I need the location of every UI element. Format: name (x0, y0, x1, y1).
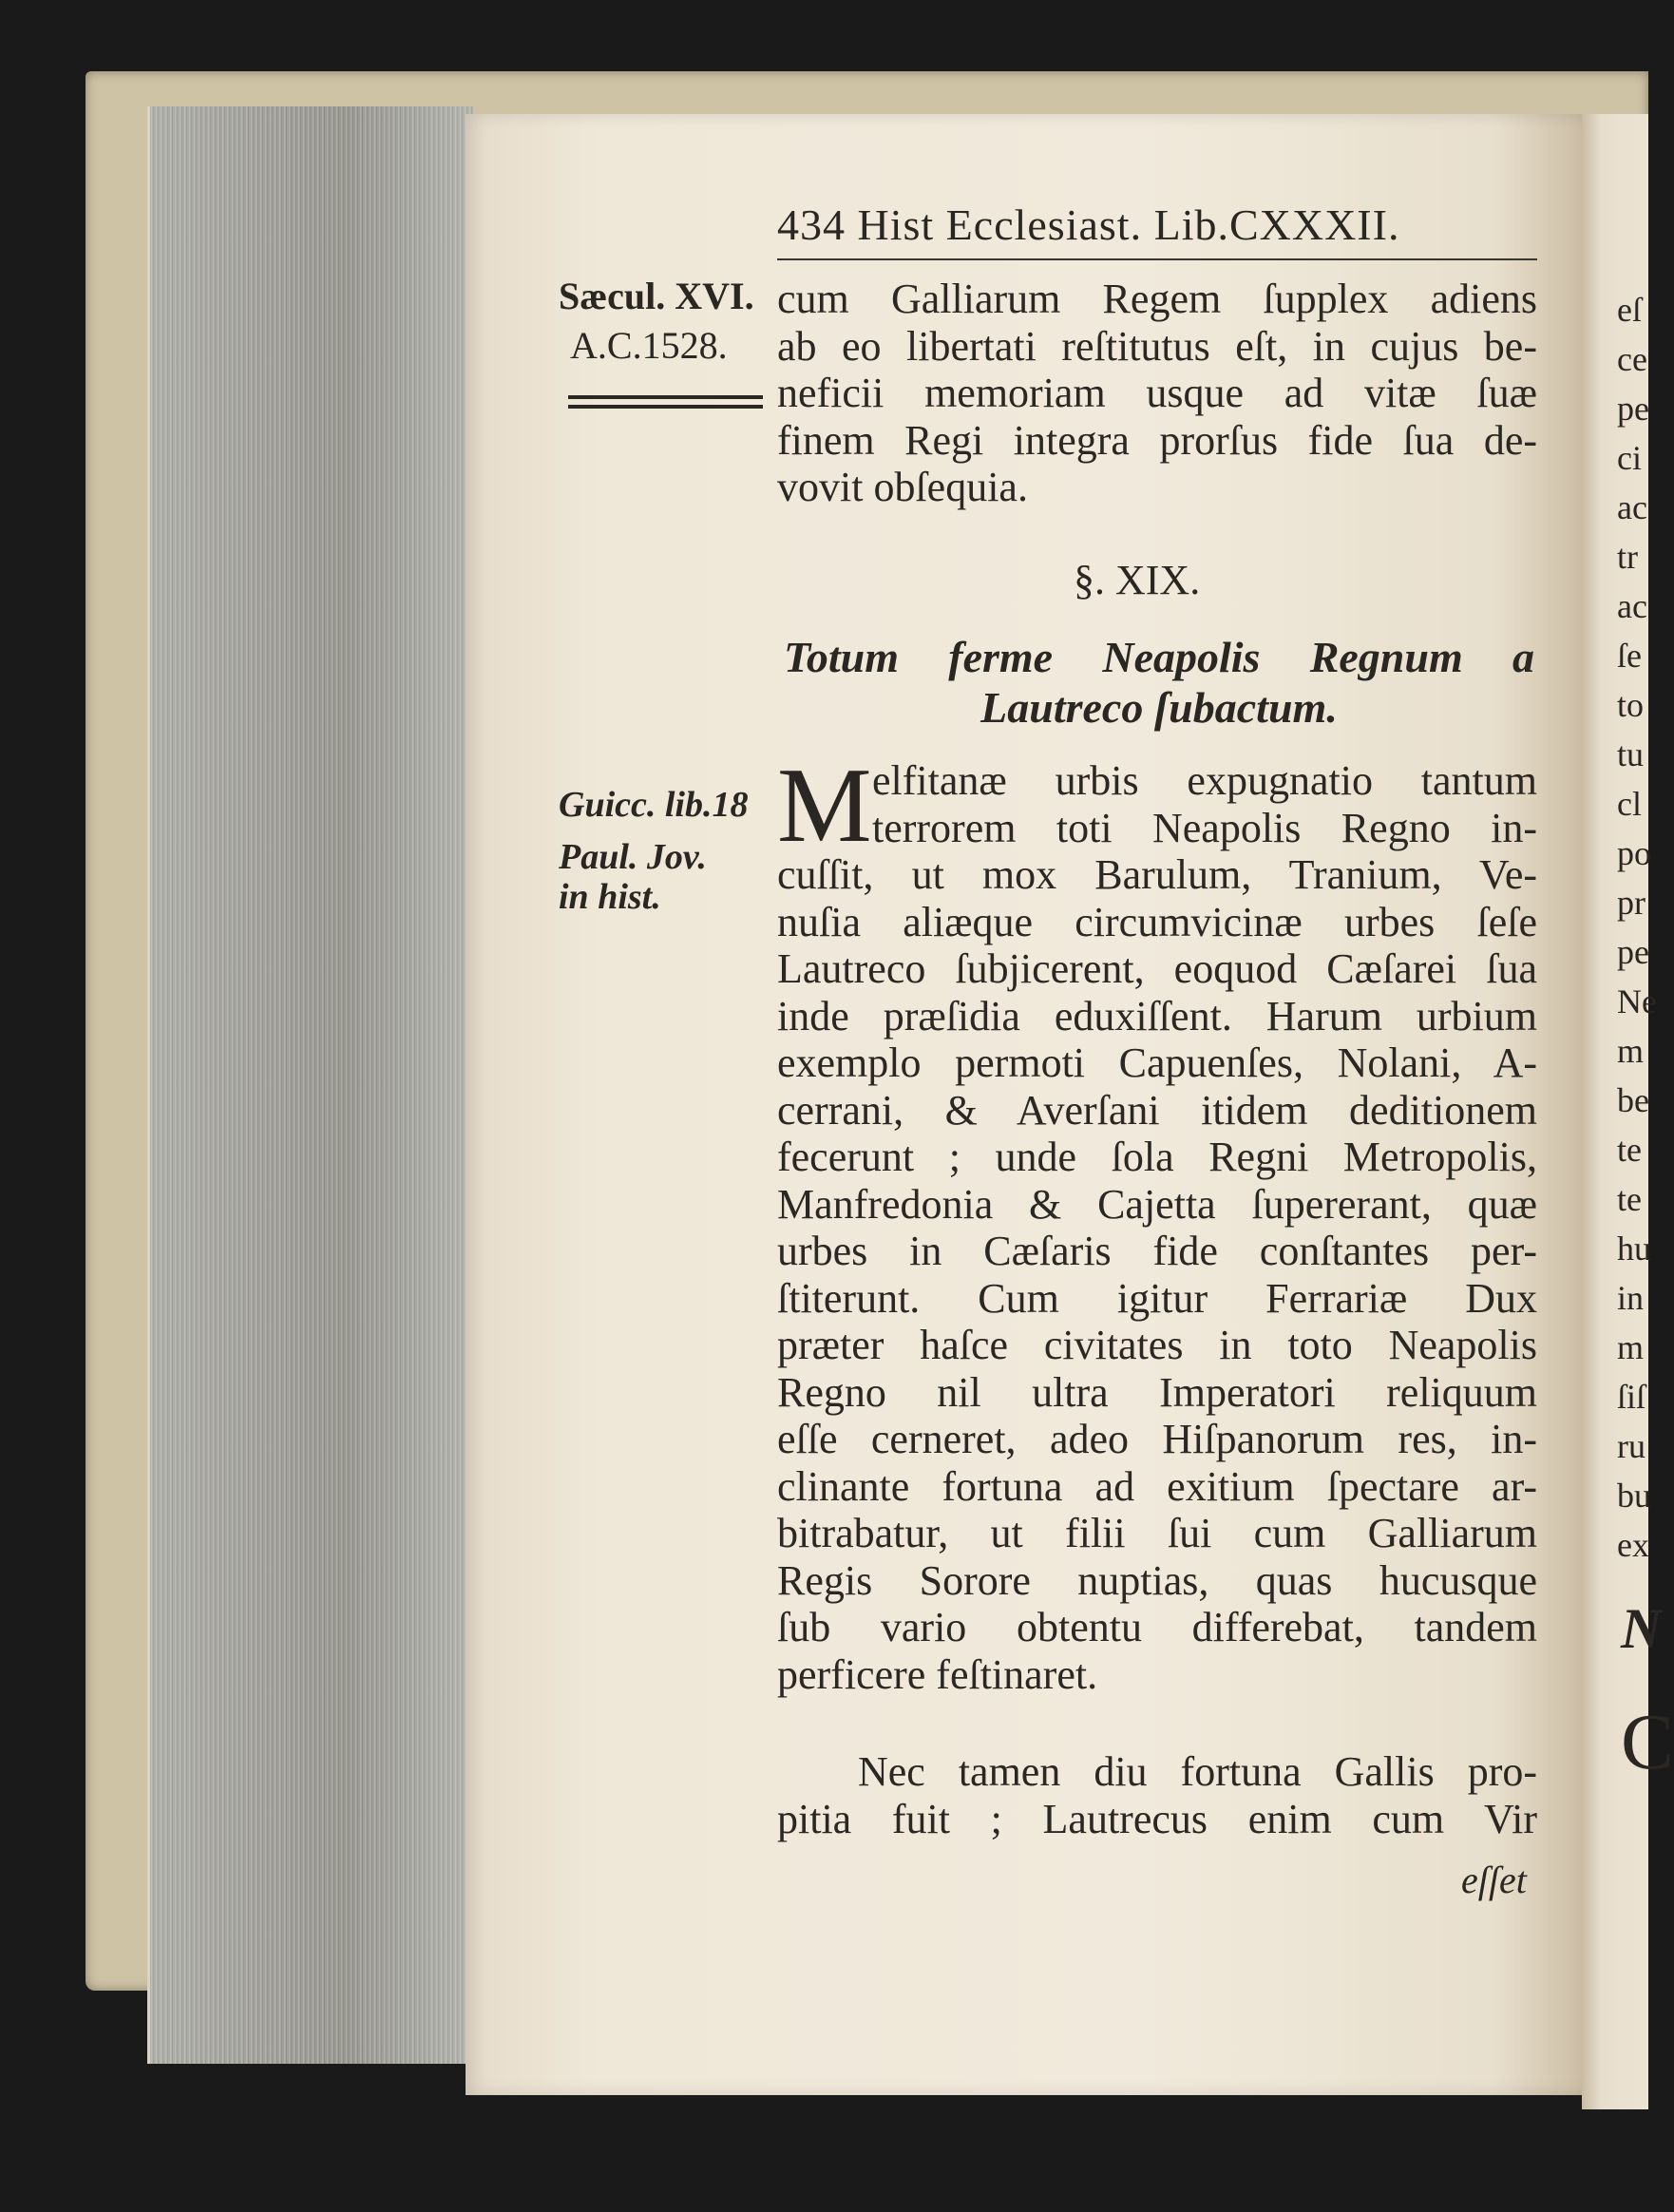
text-line: clinante fortuna ad exitium ſpectare ar- (777, 1462, 1537, 1510)
facing-line: eſ (1617, 291, 1642, 329)
catchword: eſſet (1461, 1859, 1527, 1901)
facing-line: hu (1617, 1230, 1651, 1268)
text-line: præter haſce civitates in toto Neapolis (777, 1322, 1537, 1368)
facing-line: m (1617, 1032, 1645, 1070)
text-line: neficii memoriam usque ad vitæ ſuæ (777, 370, 1537, 416)
top-paragraph (777, 276, 1537, 511)
text-line: exemplo permoti Capuenſes, Nolani, A- (777, 1039, 1537, 1086)
margin-ref-hist: in hist. (559, 877, 661, 917)
text-line: terrorem toti Neapolis Regno in- (872, 804, 1537, 851)
facing-line: Ne (1617, 982, 1657, 1020)
facing-line: in (1617, 1279, 1645, 1317)
facing-page-text (1617, 285, 1657, 1570)
facing-line: cl (1617, 785, 1642, 823)
margin-rule (568, 395, 763, 399)
section-title-line: Lautreco ſubactum. (980, 683, 1338, 732)
paragraph-body (777, 851, 1537, 1698)
text-line: Manfredonia & Cajetta ſupererant, quæ (777, 1180, 1537, 1228)
text-line: Lautreco ſubjicerent, eoquod Cæſarei ſua (777, 945, 1537, 992)
text-line: Regno nil ultra Imperatori reliquum (777, 1368, 1537, 1416)
facing-line: bu (1617, 1477, 1651, 1515)
facing-line: ex (1617, 1526, 1649, 1564)
text-line: fecerunt ; unde ſola Regni Metropolis, (777, 1134, 1537, 1180)
facing-line: ac (1617, 488, 1647, 526)
facing-line: po (1617, 834, 1651, 872)
facing-line: pr (1617, 884, 1645, 922)
section-title-line: Totum ferme Neapolis Regnum a (784, 633, 1534, 681)
text-line: finem Regi integra prorſus fide ſua de- (777, 416, 1537, 464)
facing-line: ci (1617, 439, 1642, 477)
facing-line: tu (1617, 735, 1645, 773)
section-number: §. XIX. (1074, 557, 1201, 603)
margin-rule (568, 405, 763, 409)
section-title (784, 632, 1534, 733)
paragraph-first-lines (872, 757, 1537, 851)
facing-line: ac (1617, 587, 1647, 625)
text-line: ſub vario obtentu differebat, tandem (777, 1604, 1537, 1650)
facing-heading-letter: N (1621, 1597, 1663, 1660)
facing-line: to (1617, 686, 1645, 724)
paragraph-two (777, 1748, 1537, 1842)
text-line: bitrabatur, ut filii ſui cum Galliarum (777, 1510, 1537, 1556)
text-line: vovit obſequia. (777, 464, 1028, 510)
facing-line: te (1617, 1180, 1642, 1218)
text-line: urbes in Cæſaris fide conſtantes per- (777, 1228, 1537, 1274)
facing-line: pe (1617, 390, 1649, 428)
facing-line: ſiſ (1617, 1378, 1646, 1416)
facing-line: te (1617, 1131, 1642, 1169)
facing-line: tr (1617, 538, 1638, 576)
page-edges (147, 106, 473, 2064)
facing-line: pe (1617, 933, 1649, 971)
facing-line: ſe (1617, 637, 1642, 675)
facing-line: be (1617, 1081, 1649, 1119)
text-line: cuſſit, ut mox Barulum, Tranium, Ve- (777, 851, 1537, 898)
facing-line: m (1617, 1328, 1645, 1366)
margin-note-century: Sæcul. XVI. (559, 275, 754, 317)
facing-dropcap-letter: C (1621, 1698, 1674, 1786)
text-line: Nec tamen diu fortuna Gallis pro- (858, 1748, 1537, 1795)
running-head: 434 Hist Ecclesiast. Lib.CXXXII. (777, 200, 1400, 249)
text-line: ab eo libertati reſtitutus eſt, in cujus be- (777, 322, 1537, 370)
text-line: ſtiterunt. Cum igitur Ferrariæ Dux (777, 1274, 1537, 1322)
head-rule (777, 258, 1537, 260)
text-line: cerrani, & Averſani itidem deditionem (777, 1086, 1537, 1134)
text-line: Regis Sorore nuptias, quas hucusque (777, 1556, 1537, 1604)
text-line: nuſia aliæque circumvicinæ urbes ſeſe (777, 898, 1537, 945)
margin-ref-jovius: Paul. Jov. (559, 837, 707, 877)
text-line: pitia fuit ; Lautrecus enim cum Vir (777, 1795, 1537, 1842)
text-line: elfitanæ urbis expugnatio tantum (872, 757, 1537, 804)
text-line: cum Galliarum Regem ſupplex adiens (777, 276, 1537, 322)
margin-note-year: A.C.1528. (570, 324, 728, 367)
text-line: inde præſidia eduxiſſent. Harum urbium (777, 992, 1537, 1039)
text-line: eſſe cerneret, adeo Hiſpanorum res, in- (777, 1416, 1537, 1462)
facing-line: ru (1617, 1427, 1645, 1465)
text-line: perficere feſtinaret. (777, 1650, 1098, 1698)
margin-ref-guicciardini: Guicc. lib.18 (559, 785, 749, 825)
facing-line: ce (1617, 340, 1647, 378)
drop-cap: M (777, 747, 872, 865)
